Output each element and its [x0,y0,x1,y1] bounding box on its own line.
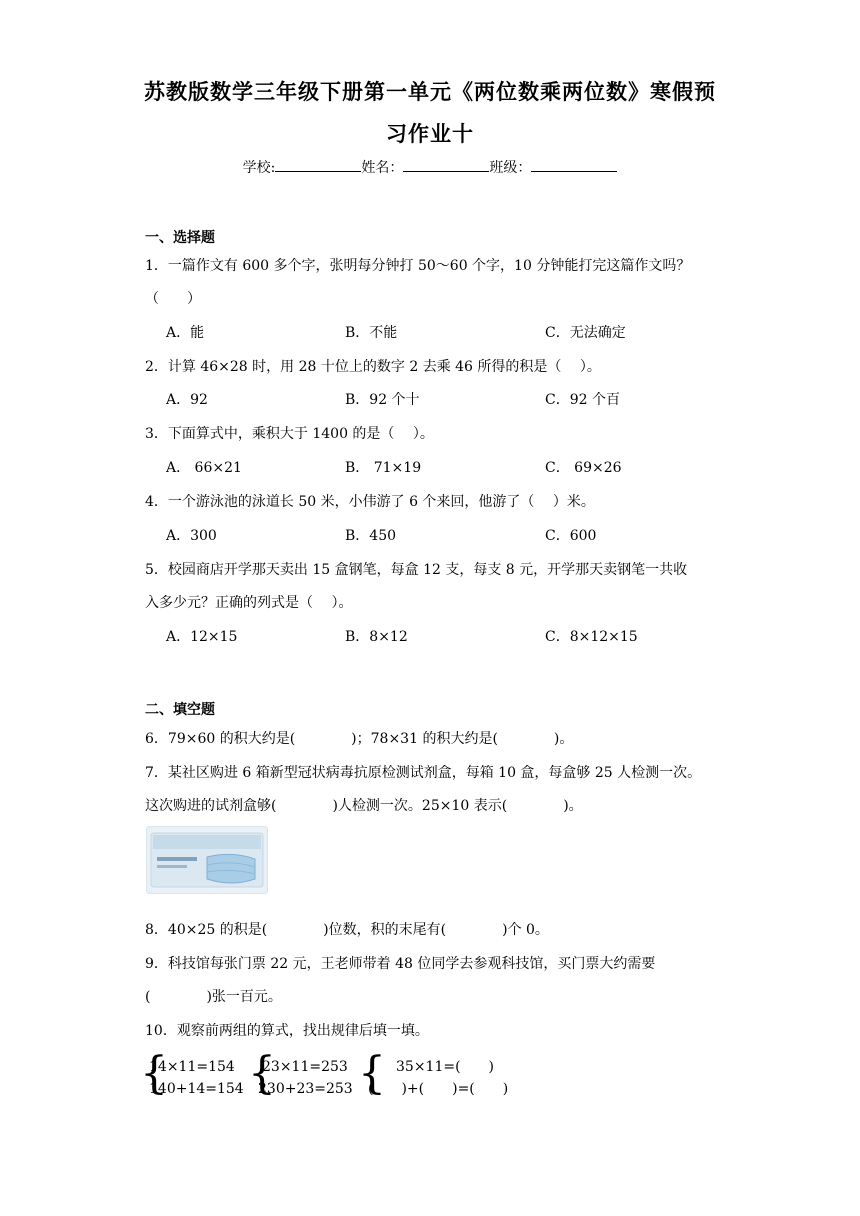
title-line-2: 习作业十 [386,122,474,146]
q10-g2-line1: 23×11=253 [262,1059,348,1075]
section-1-heading: 一、选择题 [145,230,215,246]
q10-group-1 [149,1056,244,1100]
q1-option-c: C．无法确定 [545,325,626,341]
q8-text: 8．40×25 的积是( )位数，积的末尾有( )个 0。 [145,922,549,938]
class-blank [531,157,617,172]
q3-text: 3．下面算式中，乘积大于 1400 的是（ ）。 [145,426,434,442]
q7-text: 7．某社区购进 6 箱新型冠状病毒抗原检测试剂盒，每箱 10 盒，每盒够 25 人检测一次。 [145,765,702,781]
q10-g1-line1: 14×11=154 [149,1059,235,1075]
q5-text-2: 入多少元？正确的列式是（ ）。 [145,595,353,611]
q2-option-a: A．92 [166,392,208,408]
q9-text-2: ( )张一百元。 [145,989,282,1005]
q4-text: 4．一个游泳池的泳道长 50 米，小伟游了 6 个来回，他游了（ ）米。 [145,494,595,510]
q1-paren: （ ） [145,291,201,307]
brace-1: { [140,1048,168,1099]
q5-option-b: B．8×12 [345,629,408,645]
q1-option-b: B．不能 [345,325,398,341]
q10-text: 10．观察前两组的算式，找出规律后填一填。 [145,1023,429,1039]
q10-group-2 [258,1056,353,1100]
q4-option-c: C．600 [545,528,597,544]
q6-text: 6．79×60 的积大约是( )；78×31 的积大约是( )。 [145,731,574,747]
name-label: 姓名： [361,160,404,176]
q7-text-2: 这次购进的试剂盒够( )人检测一次。25×10 表示( )。 [145,798,583,814]
q3-option-a: A． 66×21 [166,460,242,476]
q5-text: 5．校园商店开学那天卖出 15 盒钢笔，每盒 12 支，每支 8 元，开学那天卖钢笔一共收 [145,562,688,578]
q1-text: 1．一篇作文有 600 多个字，张明每分钟打 50～60 个字，10 分钟能打完这篇作文吗？ [145,258,691,274]
q5-option-c: C．8×12×15 [545,629,638,645]
title-line-1: 苏教版数学三年级下册第一单元《两位数乘两位数》寒假预 [144,80,716,104]
q2-option-b: B．92 个十 [345,392,420,408]
q2-text: 2．计算 46×28 时，用 28 十位上的数字 2 去乘 46 所得的积是（ ）。 [145,359,601,375]
q10-g3-line2[interactable]: ( )+( )=( ) [368,1081,509,1097]
student-info [0,157,860,177]
q1-option-a: A．能 [166,325,205,341]
mask-box-illustration [147,827,267,893]
q4-option-a: A．300 [166,528,217,544]
q10-g2-line2: 230+23=253 [258,1081,353,1097]
q10-group-3 [368,1056,508,1100]
q4-option-b: B．450 [345,528,397,544]
school-label: 学校: [242,160,276,176]
q10-g1-line2: 140+14=154 [149,1081,244,1097]
brace-2: { [248,1048,276,1099]
school-blank [275,157,361,172]
class-label: 班级： [489,160,532,176]
q9-text: 9．科技馆每张门票 22 元，王老师带着 48 位同学去参观科技馆，买门票大约需要 [145,956,656,972]
q2-option-c: C．92 个百 [545,392,620,408]
mask-box-image [146,826,268,894]
name-blank [403,157,489,172]
q3-option-c: C． 69×26 [545,460,622,476]
q10-g3-line1[interactable]: 35×11=( ) [396,1059,495,1075]
q3-option-b: B． 71×19 [345,460,422,476]
brace-3: { [358,1048,386,1099]
section-2-heading: 二、填空题 [145,702,215,718]
q5-option-a: A．12×15 [166,629,238,645]
